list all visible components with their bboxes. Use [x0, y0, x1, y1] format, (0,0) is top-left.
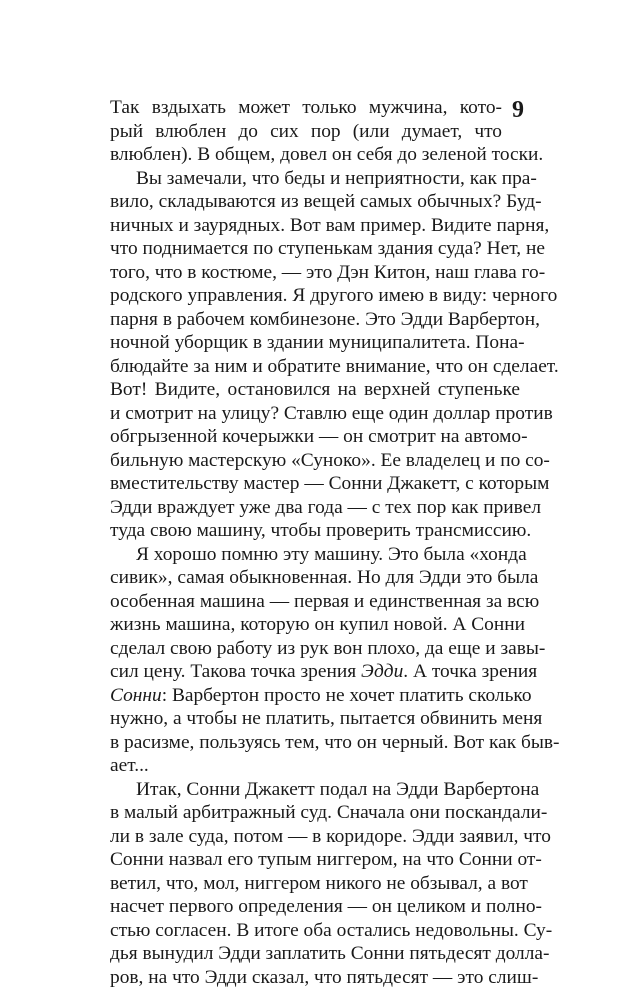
text-line: ветил, что, мол, ниггером никого не обзывал, а вот: [110, 872, 528, 894]
text-line: насчет первого определения — он целиком и полно-: [110, 896, 543, 917]
text-line: Эдди враждует уже два года — с тех пор как привел: [110, 496, 541, 518]
text-line: в расизме, пользуясь тем, что он черный. Вот как быв-: [110, 731, 560, 753]
paragraph: [110, 96, 544, 167]
text-line: стью согласен. В итоге оба остались недовольны. Су-: [110, 919, 553, 941]
text-line-mixed: [110, 660, 538, 684]
body-text: [110, 96, 560, 989]
text-line: туда свою машину, чтобы проверить трансмиссию.: [110, 520, 532, 541]
text-line: родского управления. Я другого имею в виду: черного: [110, 285, 558, 306]
paragraph: [110, 167, 559, 543]
text-segment: сил цену. Такова точка зрения: [110, 661, 361, 682]
text-line: влюблен). В общем, довел он себя до зеленой тоски.: [110, 144, 544, 165]
text-line: ночной уборщик в здании муниципалитета. Пона-: [110, 332, 525, 353]
text-line: вило, складываются из вещей самых обычных? Буд-: [110, 191, 542, 212]
text-line: Так вздыхать может только мужчина, кото-: [110, 97, 502, 118]
text-line: Вы замечали, что беды и неприятности, как пра-: [136, 167, 537, 189]
text-line: того, что в костюме, — это Дэн Китон, наш глава го-: [110, 261, 546, 283]
text-line: что поднимается по ступенькам здания суда? Нет, не: [110, 238, 545, 259]
text-line: особенная машина — первая и единственная за всю: [110, 590, 540, 612]
text-line: ров, на что Эдди сказал, что пятьдесят — это слиш-: [110, 966, 539, 988]
text-line: парня в рабочем комбинезоне. Это Эдди Варбертон,: [110, 308, 540, 330]
text-line-mixed: [110, 684, 532, 708]
text-line: нужно, а чтобы не платить, пытается обвинить меня: [110, 708, 543, 729]
text-segment: : Варбертон просто не хочет платить сколько: [161, 684, 532, 706]
text-line: ает...: [110, 755, 149, 776]
text-line: сивик», самая обыкновенная. Но для Эдди это была: [110, 567, 539, 588]
text-line: бильную мастерскую «Суноко». Ее владелец и по со-: [110, 449, 550, 471]
italic-name: Эдди: [361, 661, 404, 682]
text-line: дья вынудил Эдди заплатить Сонни пятьдесят долла-: [110, 943, 550, 964]
text-line: ничных и заурядных. Вот вам пример. Видите парня,: [110, 214, 550, 236]
text-line: Сонни назвал его тупым ниггером, на что Сонни от-: [110, 849, 542, 870]
text-line: Вот! Видите, остановился на верхней ступеньке: [110, 379, 520, 400]
text-line: в малый арбитражный суд. Сначала они поскандали-: [110, 802, 548, 823]
text-segment: . А точка зрения: [403, 661, 538, 682]
text-line: блюдайте за ним и обратите внимание, что он сделает.: [110, 355, 559, 377]
text-line: обгрызенной кочерыжки — он смотрит на автомо-: [110, 426, 528, 447]
text-line: жизнь машина, которую он купил новой. А Сонни: [110, 614, 526, 635]
text-line: ли в зале суда, потом — в коридоре. Эдди заявил, что: [110, 825, 551, 847]
text-line: Я хорошо помню эту машину. Это была «хонда: [136, 543, 527, 565]
text-line: рый влюблен до сих пор (или думает, что: [110, 120, 502, 142]
text-line: сделал свою работу из рук вон плохо, да еще и завы-: [110, 637, 546, 659]
text-line: вместительству мастер — Сонни Джакетт, с которым: [110, 473, 550, 494]
text-line: Итак, Сонни Джакетт подал на Эдди Варбертона: [136, 778, 540, 800]
text-line: и смотрит на улицу? Ставлю еще один доллар против: [110, 402, 553, 424]
paragraph: [110, 543, 560, 778]
paragraph: [110, 778, 553, 990]
page-number: 9: [512, 97, 524, 123]
italic-name: Сонни: [110, 684, 162, 706]
